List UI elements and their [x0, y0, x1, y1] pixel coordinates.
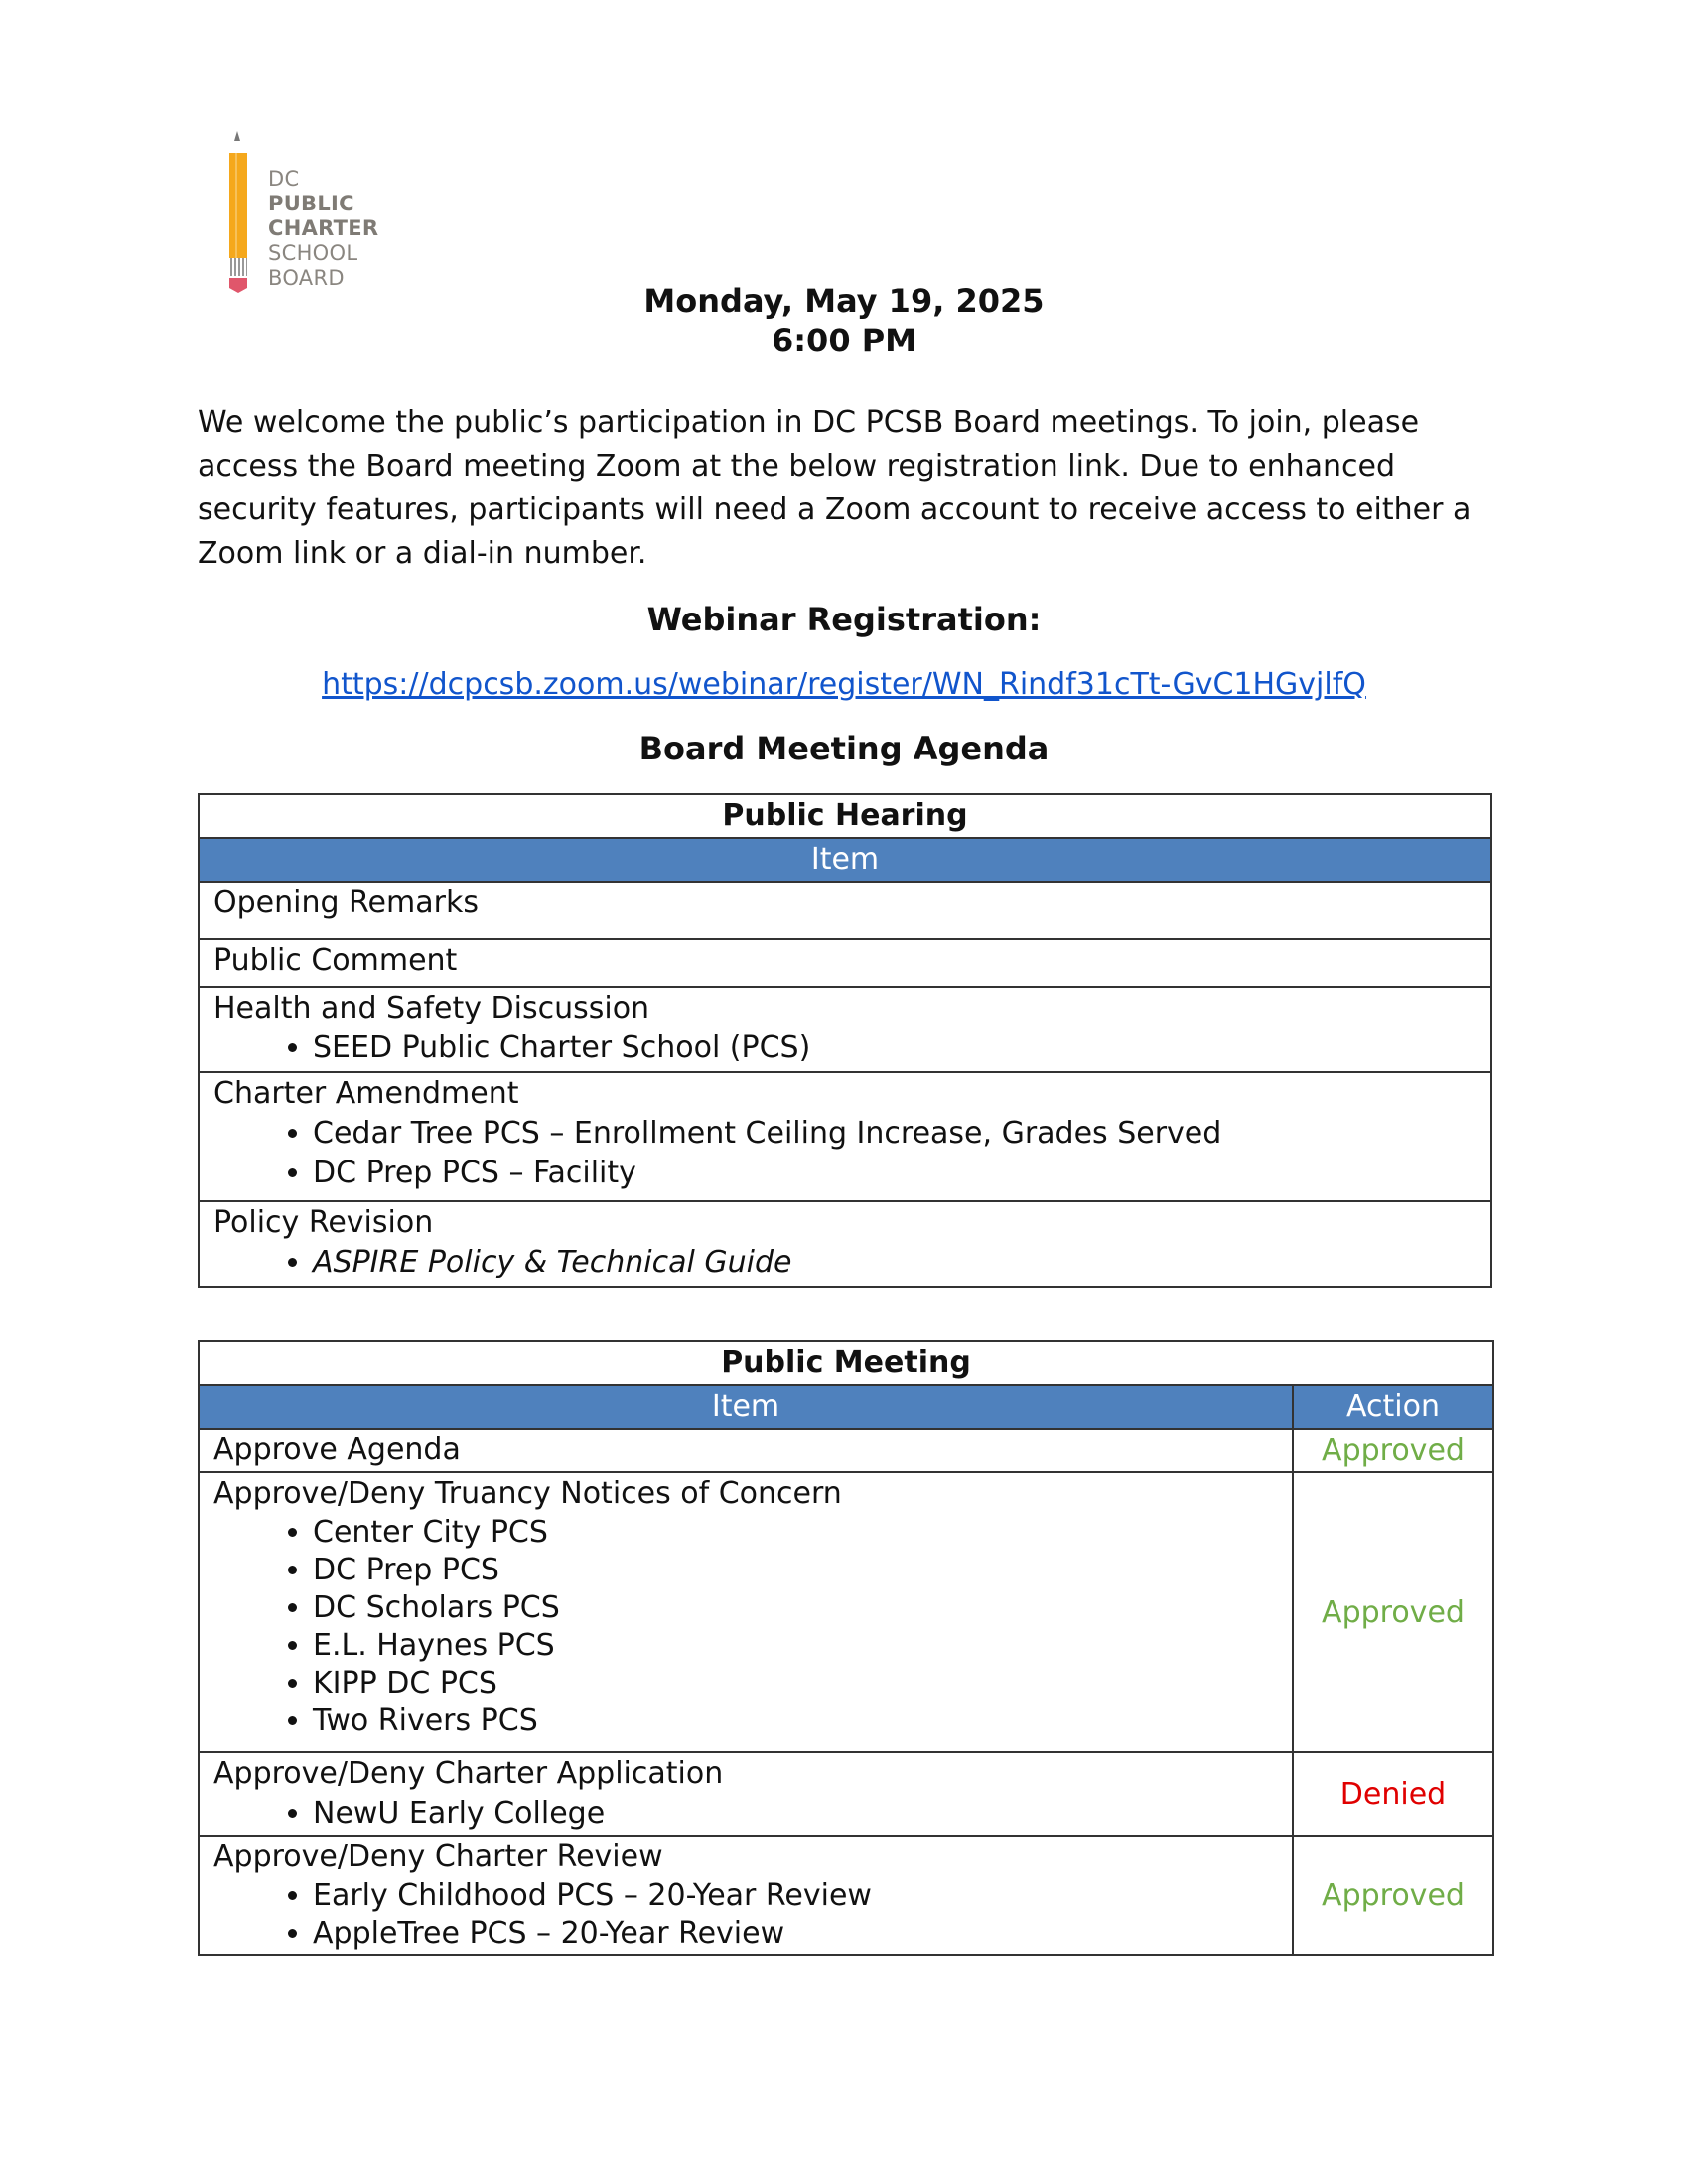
dc-pcsb-logo [226, 129, 405, 298]
row-label: Approve/Deny Charter Application [213, 1756, 724, 1791]
table-row [199, 1201, 1491, 1287]
row-label: Charter Amendment [213, 1076, 519, 1111]
table-row [199, 882, 1491, 939]
public-hearing-table [198, 793, 1492, 1288]
logo-line: BOARD [268, 266, 345, 290]
column-header-item: Item [199, 838, 1491, 882]
list-item: • SEED Public Charter School (PCS) [313, 1028, 1477, 1068]
status-badge: Approved [1293, 1836, 1493, 1955]
table-row [199, 987, 1491, 1072]
list-item: • E.L. Haynes PCS [313, 1627, 1278, 1665]
row-label: Public Comment [213, 943, 458, 978]
list-item: • DC Prep PCS – Facility [313, 1154, 1477, 1193]
logo-line: CHARTER [268, 216, 379, 240]
logo-line: PUBLIC [268, 192, 354, 215]
row-label: Approve/Deny Charter Review [213, 1840, 663, 1874]
meeting-date: Monday, May 19, 2025 [643, 282, 1045, 320]
status-badge: Approved [1293, 1472, 1493, 1752]
row-label: Health and Safety Discussion [213, 991, 650, 1025]
webinar-registration-link[interactable]: https://dcpcsb.zoom.us/webinar/register/WN_Rindf31cTt-GvC1HGvjlfQ [322, 667, 1366, 702]
sub-item-list [213, 1877, 1278, 1953]
list-item: • Two Rivers PCS [313, 1703, 1278, 1740]
meeting-time: 6:00 PM [771, 322, 917, 359]
table-row [199, 1072, 1491, 1201]
table-row [199, 939, 1491, 987]
status-badge: Approved [1293, 1429, 1493, 1472]
list-item: • Early Childhood PCS – 20-Year Review [313, 1877, 1278, 1915]
logo-line: SCHOOL [268, 241, 358, 265]
webinar-heading: Webinar Registration: [646, 601, 1042, 638]
agenda-heading: Board Meeting Agenda [638, 730, 1050, 767]
sub-item-list [213, 1794, 1278, 1834]
list-item: • Center City PCS [313, 1514, 1278, 1552]
table-row [199, 1472, 1493, 1752]
row-label: Policy Revision [213, 1205, 434, 1240]
row-label: Approve/Deny Truancy Notices of Concern [213, 1476, 842, 1511]
sub-item-list [213, 1514, 1278, 1740]
sub-item-list [213, 1028, 1477, 1068]
sub-item-list [213, 1243, 1477, 1283]
logo-wordmark [268, 167, 378, 291]
table-title: Public Meeting [199, 1341, 1493, 1385]
table-row [199, 1836, 1493, 1955]
sub-item-list [213, 1114, 1477, 1193]
table-row [199, 1752, 1493, 1836]
meeting-datetime [0, 281, 1688, 360]
list-item: • DC Scholars PCS [313, 1589, 1278, 1627]
pencil-icon [226, 129, 260, 298]
list-item: • ASPIRE Policy & Technical Guide [313, 1243, 1477, 1283]
intro-paragraph: We welcome the public’s participation in DC PCSB Board meetings. To join, please access the Board meeting Zoom at the below registration link. Due to enhanced security features, participants will need a Zoom account to receive access to either a Zoom link or a dial-in number. [198, 405, 1472, 571]
list-item: • Cedar Tree PCS – Enrollment Ceiling Increase, Grades Served [313, 1114, 1477, 1154]
list-item: • NewU Early College [313, 1794, 1278, 1834]
column-header-item: Item [199, 1385, 1293, 1429]
row-label: Opening Remarks [213, 886, 479, 920]
list-item: • AppleTree PCS – 20-Year Review [313, 1915, 1278, 1953]
table-row [199, 1429, 1493, 1472]
status-badge: Denied [1293, 1752, 1493, 1836]
logo-line: DC [268, 167, 300, 191]
list-item: • KIPP DC PCS [313, 1665, 1278, 1703]
public-meeting-table [198, 1340, 1494, 1956]
list-item: • DC Prep PCS [313, 1552, 1278, 1589]
row-label: Approve Agenda [213, 1433, 461, 1467]
table-title: Public Hearing [199, 794, 1491, 838]
column-header-action: Action [1293, 1385, 1493, 1429]
